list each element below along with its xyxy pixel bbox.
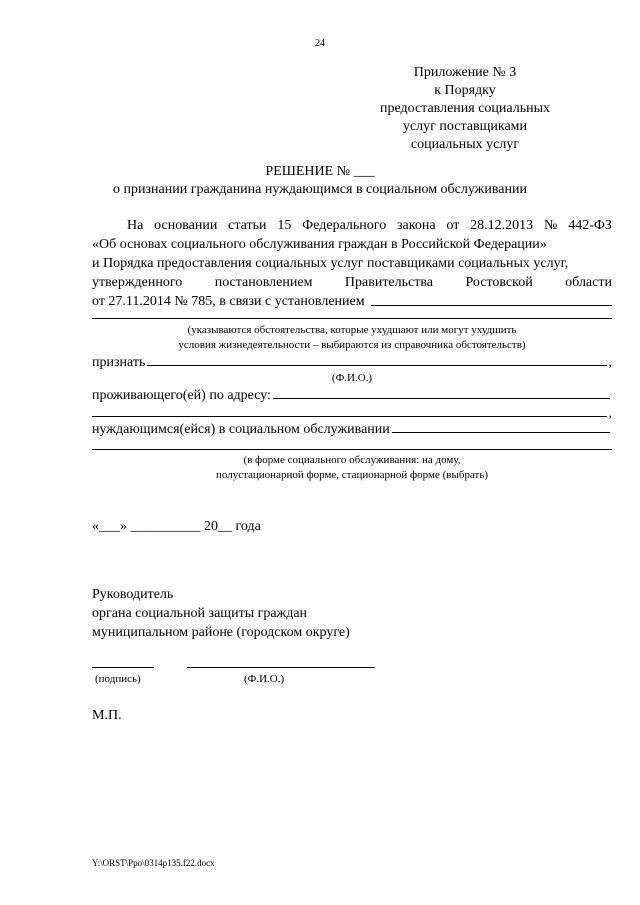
signer-line: муниципальном районе (городском округе) xyxy=(92,625,350,640)
word: Правительства xyxy=(344,275,433,290)
form-note xyxy=(92,453,612,483)
word: от xyxy=(446,218,460,233)
address-field[interactable] xyxy=(273,385,610,399)
circumstances-field[interactable] xyxy=(371,292,612,306)
signer-fio-field[interactable] xyxy=(187,667,375,668)
word: 28.12.2013 xyxy=(470,218,534,233)
service-form-field[interactable] xyxy=(392,419,610,433)
signature-caption: (подпись) xyxy=(95,673,141,685)
appendix-line: социальных услуг xyxy=(410,137,520,152)
basis-line-1 xyxy=(92,216,612,235)
page-number: 24 xyxy=(315,38,325,49)
recognize-label: признать xyxy=(92,355,146,370)
note-line: (указываются обстоятельства, которые ухудшают или могут ухудшить xyxy=(187,324,517,336)
comma: , xyxy=(608,406,612,421)
word: основании xyxy=(154,218,218,233)
needs-label: нуждающимся(ейся) в социальном обслуживании xyxy=(92,422,390,437)
address-label: проживающего(ей) по адресу: xyxy=(92,388,271,403)
word: 442-ФЗ xyxy=(568,218,612,233)
signer-line: Руководитель xyxy=(92,587,174,602)
decision-heading: РЕШЕНИЕ № ___ xyxy=(265,164,375,179)
stamp-place: М.П. xyxy=(92,708,122,723)
basis-line-5-text: от 27.11.2014 № 785, в связи с установлением xyxy=(92,294,365,309)
appendix-line: Приложение № 3 xyxy=(413,65,517,80)
basis-paragraph xyxy=(92,216,612,311)
recognize-row xyxy=(92,352,612,372)
word: На xyxy=(127,218,144,233)
address-row xyxy=(92,385,612,405)
appendix-header xyxy=(350,64,580,154)
date-line: «___» __________ 20__ года xyxy=(92,519,261,534)
basis-line-3: и Порядка предоставления социальных услуг поставщиками социальных услуг, xyxy=(92,256,569,271)
note-line: полустационарной форме, стационарной форме (выбрать) xyxy=(215,469,489,481)
signer-line: органа социальной защиты граждан xyxy=(92,606,308,621)
basis-line-4 xyxy=(92,273,612,292)
word: закона xyxy=(397,218,436,233)
circumstances-note xyxy=(92,323,612,353)
basis-line-2: «Об основах социального обслуживания граждан в Российской Федерации» xyxy=(92,237,547,252)
word: постановлением xyxy=(214,275,313,290)
comma: , xyxy=(608,355,612,370)
note-line: (в форме социального обслуживания: на дому, xyxy=(243,454,461,466)
word: Ростовской xyxy=(465,275,533,290)
word: 15 xyxy=(277,218,292,233)
service-form-field-continued[interactable] xyxy=(92,449,612,450)
basis-line-5 xyxy=(92,292,612,311)
signer-block xyxy=(92,585,350,642)
word: области xyxy=(565,275,612,290)
circumstances-field-continued[interactable] xyxy=(92,318,612,319)
signer-fio-caption: (Ф.И.О.) xyxy=(244,673,285,685)
appendix-line: предоставления социальных xyxy=(379,101,551,116)
word: утвержденного xyxy=(92,275,183,290)
appendix-line: к Порядку xyxy=(434,83,496,98)
address-field-continued[interactable] xyxy=(92,403,607,417)
needs-row xyxy=(92,419,612,439)
fio-caption: (Ф.И.О.) xyxy=(331,372,373,384)
word: статьи xyxy=(228,218,267,233)
document-title xyxy=(0,163,640,199)
word: Федерального xyxy=(302,218,387,233)
note-line: условия жизнедеятельности – выбираются из справочника обстоятельств) xyxy=(178,339,526,351)
word: № xyxy=(544,218,558,233)
decision-subtitle: о признании гражданина нуждающимся в социальном обслуживании xyxy=(113,182,527,197)
fio-field[interactable] xyxy=(147,352,606,366)
file-path-footer: Y:\ORST\Ppo\0314p135.f22.docx xyxy=(92,858,215,868)
signature-field[interactable] xyxy=(92,667,154,668)
appendix-line: услуг поставщиками xyxy=(402,119,528,134)
